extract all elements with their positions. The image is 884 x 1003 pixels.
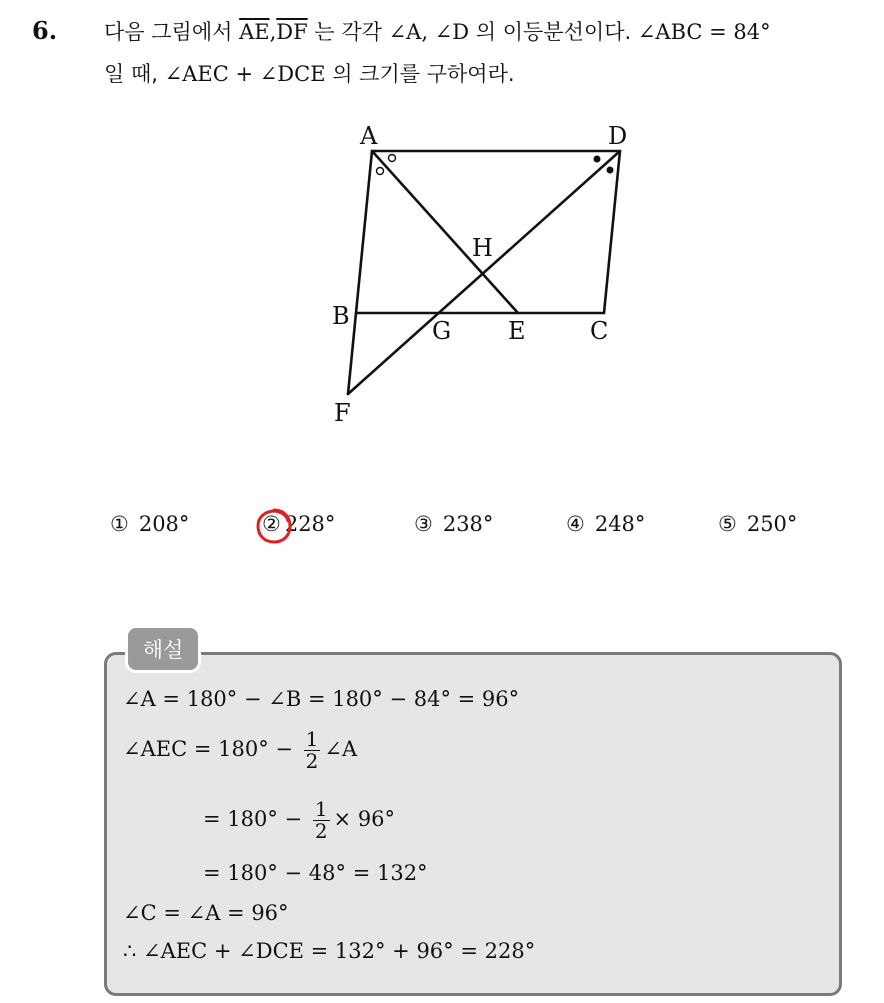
segment-df: $\overline{DF}$ xyxy=(276,20,308,44)
choice-3-value: 238° xyxy=(442,512,494,536)
bisector-ae xyxy=(372,151,518,313)
question-line-2 xyxy=(104,58,515,88)
question-text-prefix: 다음 그림에서 xyxy=(104,20,240,44)
segment-comma: , xyxy=(269,20,277,44)
question-angles: ∠A, ∠D xyxy=(388,20,470,44)
solution-box xyxy=(104,652,842,996)
label-e: E xyxy=(508,317,526,345)
solution-line-3 xyxy=(203,799,395,842)
fraction-2-denominator: 2 xyxy=(314,819,328,843)
solution-line-2-right: ∠A xyxy=(324,737,358,761)
selected-answer-circle-icon xyxy=(254,506,294,546)
label-h: H xyxy=(472,234,493,262)
choice-2-number: ② xyxy=(262,512,281,536)
label-d: D xyxy=(608,122,628,150)
choice-2-value: 228° xyxy=(284,512,336,536)
choice-1-value: 208° xyxy=(138,512,190,536)
solution-line-4: = 180° − 48° = 132° xyxy=(203,861,428,885)
label-g: G xyxy=(432,317,452,345)
fraction-1-numerator: 1 xyxy=(305,727,319,751)
choice-4-number: ④ xyxy=(566,512,585,536)
solution-line-5: ∠C = ∠A = 96° xyxy=(123,901,289,925)
solution-line-3-left: = 180° − xyxy=(203,807,309,831)
choice-2[interactable] xyxy=(262,512,335,536)
label-a: A xyxy=(360,122,378,150)
side-ab xyxy=(356,151,372,313)
choice-3-number: ③ xyxy=(414,512,433,536)
choice-5-value: 250° xyxy=(746,512,798,536)
question-line-1 xyxy=(104,16,771,46)
solution-line-2 xyxy=(123,729,357,772)
label-f: F xyxy=(334,399,351,427)
question-line2-suffix: 의 크기를 구하여라. xyxy=(325,62,515,86)
question-line2-prefix: 일 때, xyxy=(104,62,165,86)
choice-4[interactable] xyxy=(566,512,645,536)
open-circle-mark-1 xyxy=(389,155,396,162)
bisector-df xyxy=(348,151,620,394)
segment-ae: $\overline{AE}$ xyxy=(239,20,270,44)
choice-1-number: ① xyxy=(110,512,129,536)
parallelogram-figure xyxy=(320,118,650,438)
label-c: C xyxy=(590,317,609,345)
solution-line-2-left: ∠AEC = 180° − xyxy=(123,737,300,761)
answer-choices xyxy=(0,512,884,552)
solution-tag: 해설 xyxy=(128,628,198,670)
fraction-half-1 xyxy=(304,729,321,772)
choice-4-value: 248° xyxy=(594,512,646,536)
solution-line-6: ∴ ∠AEC + ∠DCE = 132° + 96° = 228° xyxy=(123,939,536,963)
solution-line-1: ∠A = 180° − ∠B = 180° − 84° = 96° xyxy=(123,687,520,711)
filled-dot-mark-1 xyxy=(594,156,601,163)
choice-1[interactable] xyxy=(110,512,189,536)
choice-3[interactable] xyxy=(414,512,493,536)
question-text-suffix: 의 이등분선이다. xyxy=(469,20,638,44)
question-number: 6. xyxy=(32,16,58,45)
question-text-mid: 는 각각 xyxy=(307,20,389,44)
question-given-angle: ∠ABC = 84° xyxy=(637,20,771,44)
fraction-2-numerator: 1 xyxy=(314,797,328,821)
solution-line-3-right: × 96° xyxy=(333,807,396,831)
side-dc xyxy=(604,151,620,313)
choice-5[interactable] xyxy=(718,512,797,536)
question-target-expr: ∠AEC + ∠DCE xyxy=(164,62,326,86)
open-circle-mark-2 xyxy=(377,168,384,175)
fraction-1-denominator: 2 xyxy=(305,749,319,773)
choice-5-number: ⑤ xyxy=(718,512,737,536)
fraction-half-2 xyxy=(313,799,330,842)
filled-dot-mark-2 xyxy=(607,167,614,174)
label-b: B xyxy=(332,302,350,330)
